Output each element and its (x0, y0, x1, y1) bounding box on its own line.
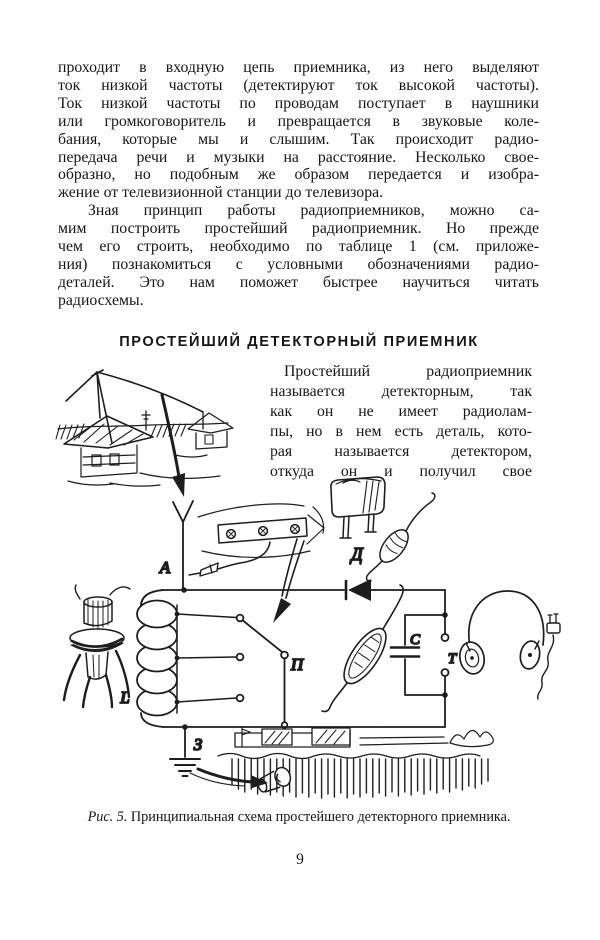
terminal-strip-illustration (189, 504, 324, 576)
antenna-symbol (173, 501, 193, 593)
label-antenna: А (159, 558, 171, 577)
earth-ground-illustration (190, 727, 493, 798)
text-line: Простейший радиоприемник (284, 363, 532, 380)
figure-caption-label: Рис. 5. (87, 809, 128, 825)
text-line: ния) познакомиться с условными обозначениями радио- (58, 255, 539, 273)
text-line: деталей. Это нам поможет быстрее научиться читать (58, 273, 539, 291)
label-switch: П (290, 655, 304, 674)
village-antenna-illustration (56, 370, 233, 497)
text-line: рая называется детектором, (270, 443, 532, 461)
figure-caption-text: Принципиальная схема простейшего детекторного приемника. (127, 809, 511, 825)
text-line: чем его строить, необходимо по таблице 1 (см. приложе- (58, 238, 539, 256)
paragraph-1 (58, 59, 539, 202)
capacitor-symbol (391, 615, 445, 695)
text-line: проходит в входную цепь приемника, из него выделяют (58, 59, 539, 76)
curved-arrow (273, 539, 304, 623)
figure-schematic (50, 355, 565, 807)
coil-symbol (137, 590, 237, 727)
text-line: откуда он и получил свое (270, 463, 532, 481)
text-line: ток низкой частоты (детектируют ток высокой частоты). (58, 76, 539, 94)
label-capacitor: С (409, 632, 421, 648)
text-line: Зная принцип работы радиоприемников, можно са- (88, 202, 539, 220)
text-line: Ток низкой частоты по проводам поступает в наушники (58, 94, 539, 112)
switch-symbol (237, 615, 288, 728)
crystal-diode-illustration (367, 493, 435, 581)
wire-bottom (163, 724, 445, 730)
text-line: мим построить простейший радиоприемник. Но прежде (58, 220, 539, 238)
headphones-illustration (457, 591, 560, 699)
text-line: жение от телевизионной станции до телевизора. (58, 184, 384, 202)
section-heading: ПРОСТЕЙШИЙ ДЕТЕКТОРНЫЙ ПРИЕМНИК (119, 334, 479, 350)
text-line: радиосхемы. (58, 291, 144, 309)
diode-symbol (346, 579, 371, 601)
text-line: передача речи и музыки на расстояние. Несколько свое- (58, 148, 539, 166)
plug-illustration (331, 477, 385, 538)
page-number: 9 (296, 851, 304, 868)
label-detector: Д (351, 544, 363, 564)
text-line: или громкоговоритель и превращается в звуковые коле- (58, 112, 539, 130)
text-line: как он не имеет радиолам- (270, 403, 532, 421)
label-phones: Т (447, 651, 457, 667)
text-line: пы, но в нем есть деталь, кото- (270, 423, 532, 441)
label-coil: L (120, 688, 130, 707)
label-ground: З (193, 735, 203, 754)
text-line: образно, но подобным же образом передается и изобра- (58, 166, 539, 184)
text-line: бания, которые мы и слышим. Так происходит радио- (58, 130, 539, 148)
body-text (58, 59, 539, 310)
text-line: называется детекторным, так (270, 383, 532, 401)
paragraph-2 (58, 202, 539, 309)
figure-caption (58, 809, 540, 826)
wire-top (141, 590, 445, 606)
